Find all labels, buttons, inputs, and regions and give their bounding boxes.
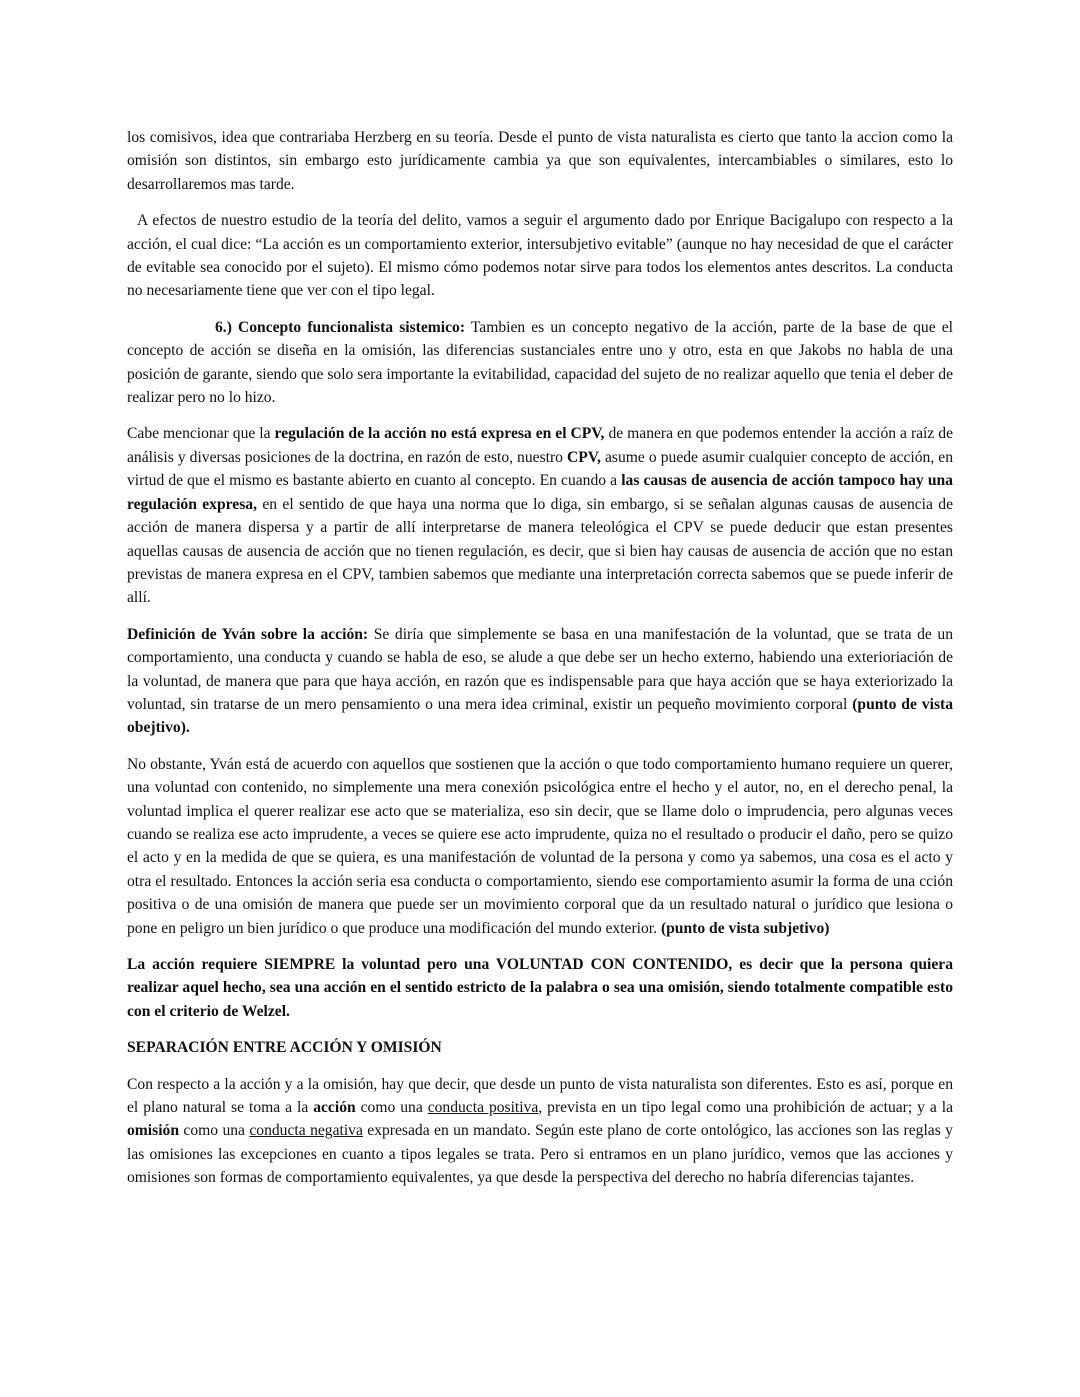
p8-text-4: como una [179,1122,250,1140]
paragraph-5 [127,623,953,740]
p8-text-5: expresada en un mandato. Según este plano de corte ontológico, las acciones son las reglas y las omisiones las excepciones en cuanto a tipos legales se trata. Pero si entramos en un plano jurídico, vemos que las acciones y omisiones son formas de comportamiento equivalentes, ya que desde la perspectiva del derecho no habría diferencias tajantes. [127,1122,953,1187]
paragraph-8 [127,1073,953,1190]
p8-text-3: , prevista en un tipo legal como una prohibición de actuar; y a la [538,1099,954,1117]
p8-text-1: Con respecto a la acción y a la omisión, hay que decir, que desde un punto de vista naturalista son diferentes. Esto es así, porque en el plano natural se toma a la [127,1075,953,1117]
paragraph-1: los comisivos, idea que contrariaba Herzberg en su teoría. Desde el punto de vista naturalista es cierto que tanto la accion como la omisión son distintos, sin embargo esto jurídicamente cambia ya que son equivalentes, intercambiables o similares, esto lo desarrollaremos mas tarde. [127,129,953,193]
section-6-text: Tambien es un concepto negativo de la acción, parte de la base de que el concepto de acción se diseña en la omisión, las diferencias sustanciales entre uno y otro, esta en que Jakobs no habla de una posición de garante, siendo que solo sera importante la evitabilidad, capacidad del sujeto de no realizar aquello que tenia el deber de realizar pero no lo hizo. [127,318,953,407]
p5-text: Se diría que simplemente se basa en una manifestación de la voluntad, que se trata de un comportamiento, una conducta y cuando se habla de eso, se alude a que debe ser un hecho externo, habiendo una exterioriación de la voluntad, de manera que para que haya acción, en razón que es indispensable para que haya acción que se haya exteriorizado la voluntad, sin tratarse de un mero pensamiento o una mera idea criminal, existir un pequeño movimiento corporal [127,625,953,713]
p4-bold-1: regulación de la acción no está expresa en el CPV, [274,425,605,443]
section-6-heading: 6.) Concepto funcionalista sistemico: [215,318,466,336]
paragraph-6 [127,753,953,940]
p5-bold-end: (punto de vista obejtivo). [127,695,954,737]
paragraph-4 [127,422,953,609]
p8-underline-1: conducta positiva [427,1099,539,1117]
document-page [127,126,953,1203]
p4-text-4: en el sentido de que haya una norma que lo diga, sin embargo, si se señalan algunas causas de ausencia de acción de manera dispersa y a partir de allí interpretarse de manera teleológica el CPV se puede deducir que estan presentes aquellas causas de ausencia de acción que no tienen regulación, es decir, que si bien hay causas de ausencia de acción que no estan previstas de manera expresa en el CPV, tambien sabemos que mediante una interpretación correcta sabemos que se puede inferir de allí. [127,495,954,607]
paragraph-2: A efectos de nuestro estudio de la teoría del delito, vamos a seguir el argumento dado por Enrique Bacigalupo con respecto a la acción, el cual dice: “La acción es un comportamiento exterior, intersubjetivo evitable” (aunque no hay necesidad de que el carácter de evitable sea conocido por el sujeto). El mismo cómo podemos notar sirve para todos los elementos antes descritos. La conducta no necesariamente tiene que ver con el tipo legal. [127,212,953,300]
p4-bold-2: CPV, [567,448,601,466]
p6-text: No obstante, Yván está de acuerdo con aquellos que sostienen que la acción o que todo comportamiento humano requiere un querer, una voluntad con contenido, no simplemente una mera conexión psicológica entre el hecho y el autor, no, en el derecho penal, la voluntad implica el querer realizar ese acto que se materializa, eso sin decir, que se llame dolo o imprudencia, pero algunas veces cuando se realiza ese acto imprudente, a veces se quiere ese acto imprudente, quiza no el resultado o producir el daño, pero se quizo el acto y en la medida de que se quiera, es una manifestación de voluntad de la persona y como ya sabemos, una cosa es el acto y otra el resultado. Entonces la acción seria esa conducta o comportamiento, siendo ese comportamiento asumir la forma de una cción positiva o de una omisión de manera que puede ser un movimiento corporal que da un resultado natural o jurídico que lesiona o pone en peligro un bien jurídico o que produce una modificación del mundo exterior. [127,755,953,937]
p8-bold-1: acción [313,1099,356,1117]
p4-text-3: asume o puede asumir cualquier concepto de acción, en virtud de que el mismo es bastante abierto en cuanto al concepto. En cuando a [127,448,954,490]
yvan-definition-heading: Definición de Yván sobre la acción: [127,625,369,643]
p4-text-1: Cabe mencionar que la [127,425,275,443]
p8-bold-2: omisión [127,1122,179,1140]
p8-underline-2: conducta negativa [249,1122,363,1140]
paragraph-7: La acción requiere SIEMPRE la voluntad pero una VOLUNTAD CON CONTENIDO, es decir que la persona quiera realizar aquel hecho, sea una acción en el sentido estricto de la palabra o sea una omisión, siendo totalmente compatible esto con el criterio de Welzel. [127,956,953,1020]
p6-bold-end: (punto de vista subjetivo) [660,919,830,937]
paragraph-3 [127,316,953,410]
p8-text-2: como una [355,1099,428,1117]
p4-bold-3: las causas de ausencia de acción tampoco hay una regulación expresa, [127,472,953,513]
p4-text-2: de manera en que podemos entender la acción a raíz de análisis y diversas posiciones de la doctrina, en razón de esto, nuestro [127,425,954,466]
section-heading: SEPARACIÓN ENTRE ACCIÓN Y OMISIÓN [127,1039,442,1057]
